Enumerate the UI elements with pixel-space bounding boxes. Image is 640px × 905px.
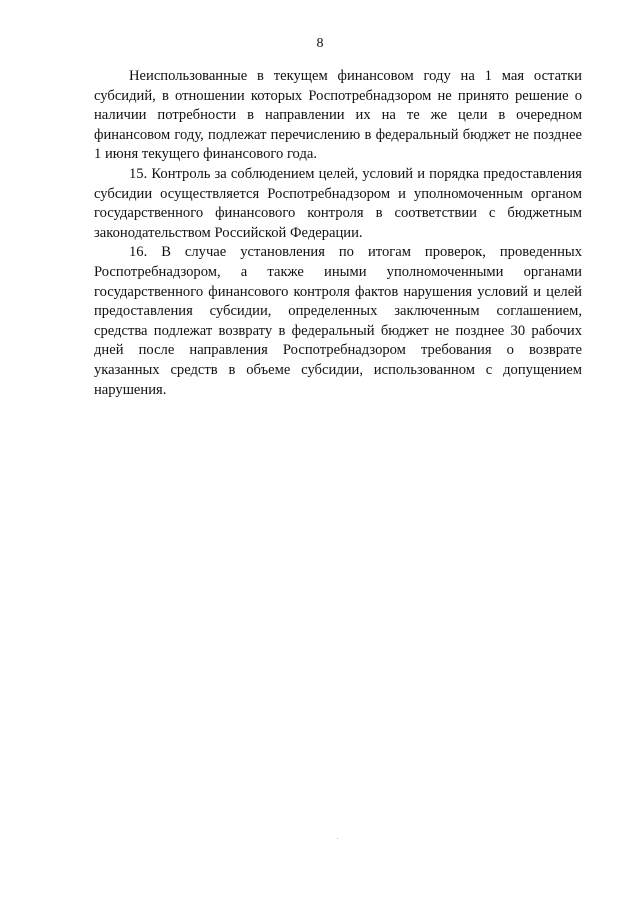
page-number: 8 (316, 36, 324, 51)
document-body (94, 67, 582, 400)
paragraph-15-control: 15. Контроль за соблюдением целей, условий и порядка предоставления субсидии осуществляется Роспотребнадзором и уполномоченным органом государственного финансового контроля в соответствии с бюджетным законодательством Российской Федерации. (94, 165, 582, 241)
paragraph-unused-subsidies: Неиспользованные в текущем финансовом году на 1 мая остатки субсидий, в отношении которых Роспотребнадзором не принято решение о наличии потребности в направлении их на те же цели в очередном финансовом году, подлежат перечислению в федеральный бюджет не позднее 1 июня текущего финансового года. (94, 68, 582, 163)
paragraph-16-refund: 16. В случае установления по итогам проверок, проведенных Роспотребнадзором, а также иными уполномоченными органами государственного финансового контроля фактов нарушения условий и целей предоставления субсидии, определенных заключенным соглашением, средства подлежат возврату в федеральный бюджет не позднее 30 рабочих дней после направления Роспотребнадзором требования о возврате указанных средств в объеме субсидии, использованном с допущением нарушения. (94, 244, 582, 398)
scan-speck (337, 838, 338, 839)
